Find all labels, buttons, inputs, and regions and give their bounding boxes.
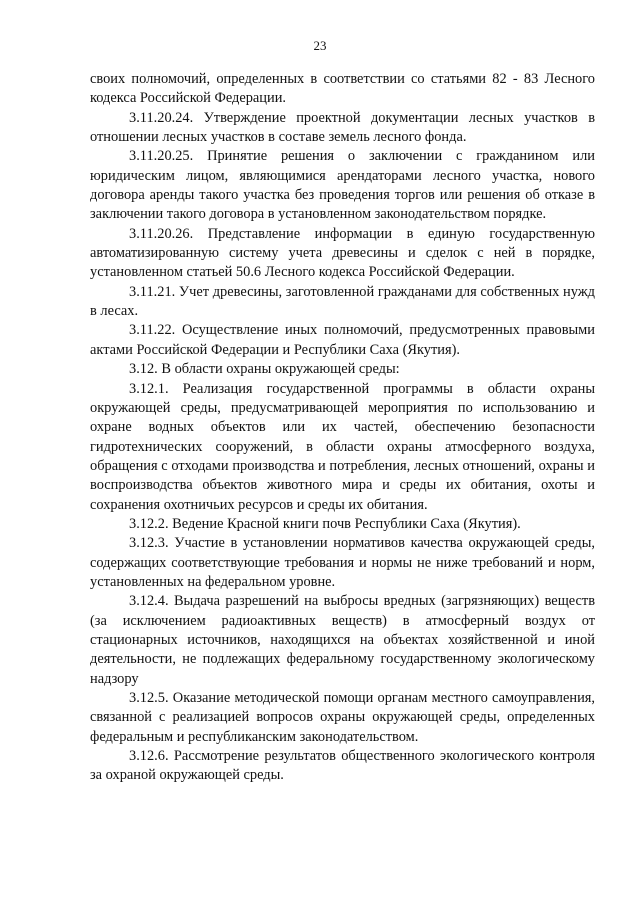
paragraph-3-11-20-25: 3.11.20.25. Принятие решения о заключении с гражданином или юридическим лицом, являющимися арендаторами лесного участка, нового договора аренды такого участка без проведения торгов или решения об отказе в заключении такого договора в установленном законодательством порядке.: [90, 148, 595, 223]
paragraph-3-11-20-26: 3.11.20.26. Представление информации в единую государственную автоматизированную систему учета древесины и сделок с ней в порядке, установленном статьей 50.6 Лесного кодекса Российской Федерации.: [90, 225, 595, 281]
paragraph-3-11-22: 3.11.22. Осуществление иных полномочий, предусмотренных правовыми актами Российской Федерации и Республики Саха (Якутия).: [90, 322, 595, 358]
page-number: 23: [313, 38, 327, 53]
section-heading-3-12: 3.12. В области охраны окружающей среды:: [129, 361, 400, 378]
paragraph-3-11-20-24: 3.11.20.24. Утверждение проектной документации лесных участков в отношении лесных участков в составе земель лесного фонда.: [90, 109, 595, 146]
paragraph-3-12-1: 3.12.1. Реализация государственной программы в области охраны окружающей среды, предусматривающей мероприятия по использованию и охране водных объектов или их частей, обеспечению безопасности гидротехнических сооружений, в области охраны атмосферного воздуха, обращения с отходами производства и потребления, лесных отношений, охраны и воспроизводства объектов животного мира и среды их обитания, охоты и сохранения охотничьих ресурсов и среды их обитания.: [90, 380, 595, 513]
paragraph-3-12-4: 3.12.4. Выдача разрешений на выбросы вредных (загрязняющих) веществ (за исключением радиоактивных веществ) в атмосферный воздух от стационарных источников, находящихся на объектах хозяйственной и иной деятельности, не подлежащих федеральному государственному экологическому надзору: [90, 593, 595, 687]
paragraph-continuation: своих полномочий, определенных в соответствии со статьями 82 - 83 Лесного кодекса Российской Федерации.: [90, 71, 595, 107]
paragraph-3-11-21: 3.11.21. Учет древесины, заготовленной гражданами для собственных нужд в лесах.: [90, 283, 595, 320]
paragraph-3-12-2: 3.12.2. Ведение Красной книги почв Республики Саха (Якутия).: [129, 515, 521, 532]
paragraph-3-12-5: 3.12.5. Оказание методической помощи органам местного самоуправления, связанной с реализацией вопросов охраны окружающей среды, определенных федеральным и республиканским законодательством.: [90, 690, 595, 745]
document-body: [90, 70, 595, 786]
paragraph-3-12-6: 3.12.6. Рассмотрение результатов общественного экологического контроля за охраной окружающей среды.: [90, 748, 595, 784]
paragraph-3-12-3: 3.12.3. Участие в установлении нормативов качества окружающей среды, содержащих соответствующие требования и нормы не ниже требований и норм, установленных на федеральном уровне.: [90, 535, 595, 590]
